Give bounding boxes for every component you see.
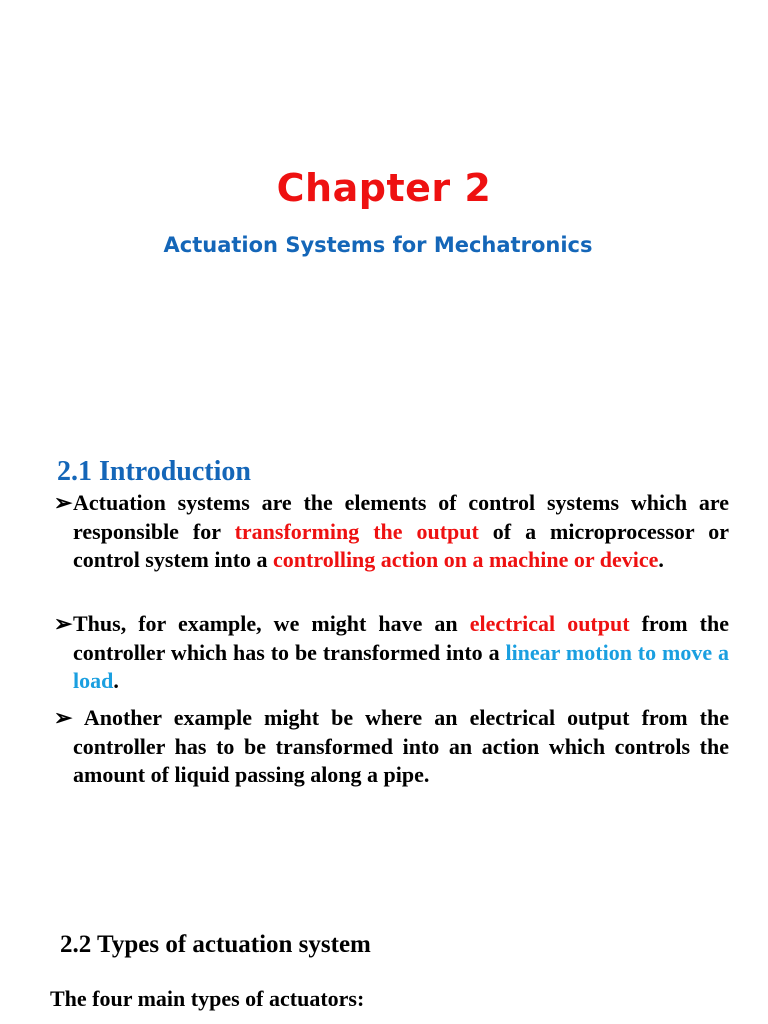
highlight-red: controlling action on a machine or device [273,547,659,572]
bullet-arrow-icon: ➢ [54,490,73,515]
paragraph-text: . [658,547,664,572]
paragraph-text: . [113,668,119,693]
bullet-arrow-icon: ➢ [54,705,73,730]
section-heading-introduction: 2.1 Introduction [57,456,251,487]
highlight-red: electrical output [469,611,630,636]
highlight-blue: linear motion to move a load [73,639,729,693]
paragraph-text: from the controller which has to be transformed into a [73,611,729,665]
intro-paragraph-3 [54,704,729,790]
section-heading-types: 2.2 Types of actuation system [60,931,371,958]
bullet-arrow-icon: ➢ [54,611,73,636]
intro-paragraph-1 [54,489,729,575]
actuator-types-intro: The four main types of actuators: [50,986,365,1011]
chapter-subtitle: Actuation Systems for Mechatronics [163,233,593,257]
highlight-red: transforming the output [234,518,479,544]
chapter-title: Chapter 2 [276,166,492,210]
paragraph-text: Thus, for example, we might have an [73,611,470,636]
intro-paragraph-2 [54,610,729,696]
paragraph-text: Another example might be where an electrical output from the controller has to be transformed into an action which controls the amount of liquid passing along a pipe. [73,705,729,787]
paragraph-text: of a microprocessor or control system into a [73,518,729,572]
paragraph-text: Actuation systems are the elements of control systems which are responsible for [73,490,729,544]
